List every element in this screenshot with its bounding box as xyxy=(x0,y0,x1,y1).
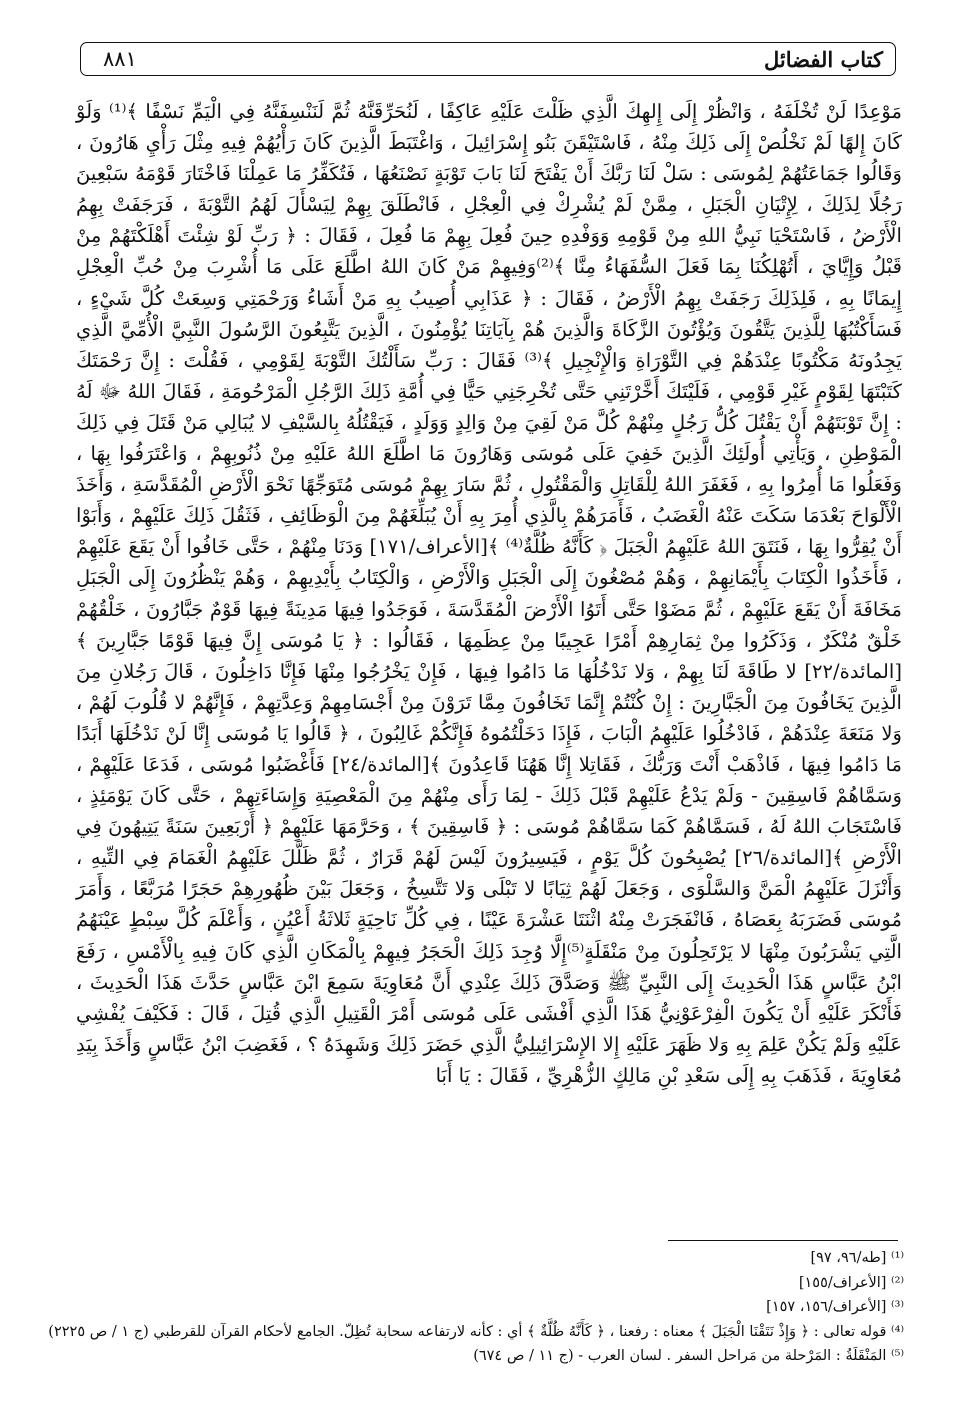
footnote-divider xyxy=(668,1240,898,1241)
main-text xyxy=(76,96,902,1216)
footnotes xyxy=(48,1246,904,1369)
page-number: ٨٨١ xyxy=(103,47,137,71)
footnote-1: ⁽¹⁾ [طه/٩٦، ٩٧] xyxy=(810,1250,904,1266)
footnote-5: ⁽⁵⁾ المَنْقَلَةُ : المَرْحلة من مَراحل السفر . لسان العرب - (ج ١١ / ص ٦٧٤) xyxy=(473,1348,904,1364)
footnote-2: ⁽²⁾ [الأعراف/١٥٥] xyxy=(798,1274,904,1291)
footnote-4: ⁽⁴⁾ قوله تعالى : ﴿ وَإِذْ نَتَقْنَا الْجَبَلَ ﴾ معناه : رفعنا ، ﴿ كَأَنَّهُ ظُلَّةٌ ﴾ أي : كأنه لارتفاعه سحابة تُظِلّ. الجامع لأحكام القرآن للقرطبي (ج ١ / ص ٢٢٢٥) xyxy=(48,1323,904,1340)
chapter-title: كتاب الفضائل xyxy=(763,46,883,72)
footnote-3: ⁽³⁾ [الأعراف/١٥٦، ١٥٧] xyxy=(766,1299,904,1315)
page-header xyxy=(80,42,896,76)
main-paragraph: مَوْعِدًا لَنْ تُخْلَفَهُ ، وَانْظُرْ إِلَى إِلهِكَ الَّذِي ظَلْتَ عَلَيْهِ عَاكِفًا ، لَنُحَرِّقَنَّهُ ثُمَّ لَنَنْسِفَنَّهُ فِي الْيَمِّ نَسْفًا ﴾⁽¹⁾ وَلَوْ كَانَ إِلهًا لَمْ نَخْلُصْ إِلَى ذَلِكَ مِنْهُ ، فَاسْتَيْقَنَ بَنُو إِسْرَائِيلَ ، وَاغْتَبَطَ الَّذِينَ كَانَ رَأْيُهُمْ فِيهِ مِثْلَ رَأْيِ هَارُونَ ، وَقَالُوا جَمَاعَتُهُمْ لِمُوسَى : سَلْ لَنَا رَبَّكَ أَنْ يَفْتَحَ لَنَا بَابَ تَوْبَةٍ نَصْنَعُهَا ، فَتُكَفِّرُ مَا عَمِلْنَا فَاخْتَارَ قَوْمَهُ سَبْعِينَ رَجُلًا لِذَلِكَ ، لِإِتْيَانِ الْجَبَلِ ، مِمَّنْ لَمْ يُشْرِكْ فِي الْعِجْلِ ، فَانْطَلَقَ بِهِمْ لِيَسْأَلَ لَهُمُ التَّوْبَةَ ، فَرَجَفَتْ بِهِمُ الْأَرْضُ ، فَاسْتَحْيَا نَبِيُّ اللهِ مِنْ قَوْمِهِ وَوَفْدِهِ حِينَ فُعِلَ بِهِمْ مَا فُعِلَ ، فَقَالَ : ﴿ رَبِّ لَوْ شِئْتَ أَهْلَكْتَهُمْ مِنْ قَبْلُ وَإِيَّايَ ، أَتُهْلِكُنَا بِمَا فَعَلَ السُّفَهَاءُ مِنَّا ﴾⁽²⁾وَفِيهِمْ مَنْ كَانَ اللهُ اطَّلَعَ عَلَى مَا أُشْرِبَ مِنْ حُبِّ الْعِجْلِ إِيمَانًا بِهِ ، فَلِذَلِكَ رَجَفَتْ بِهِمُ الْأَرْضُ ، فَقَالَ : ﴿ عَذَابِي أُصِيبُ بِهِ مَنْ أَشَاءُ وَرَحْمَتِي وَسِعَتْ كُلَّ شَيْءٍ ، فَسَأَكْتُبُهَا لِلَّذِينَ يَتَّقُونَ وَيُؤْتُونَ الزَّكَاةَ وَالَّذِينَ هُمْ بِآيَاتِنَا يُؤْمِنُونَ ، الَّذِينَ يَتَّبِعُونَ الرَّسُولَ النَّبِيَّ الْأُمِّيَّ الَّذِي يَجِدُونَهُ مَكْتُوبًا عِنْدَهُمْ فِي التَّوْرَاةِ وَالْإِنْجِيلِ ﴾⁽³⁾ فَقَالَ : رَبِّ سَأَلْتُكَ التَّوْبَةَ لِقَوْمِي ، فَقُلْتَ : إِنَّ رَحْمَتَكَ كَتَبْتَهَا لِقَوْمٍ غَيْرِ قَوْمِي ، فَلَيْتَكَ أَخَّرْتَنِي حَتَّى تُخْرِجَنِي حَيًّا فِي أُمَّةِ ذَلِكَ الرَّجُلِ الْمَرْحُومَةِ ، فَقَالَ اللهُ ﷻ لَهُ : إِنَّ تَوْبَتَهُمْ أَنْ يَقْتُلَ كُلُّ رَجُلٍ مِنْهُمْ كُلَّ مَنْ لَقِيَ مِنْ وَالِدٍ وَوَلَدٍ ، فَيَقْتُلُهُ بِالسَّيْفِ لا يُبَالِي مَنْ قَتَلَ فِي ذَلِكَ الْمَوْطِنِ ، وَيَأْتِي أُولَئِكَ الَّذِينَ خَفِيَ عَلَى مُوسَى وَهَارُونَ مَا اطَّلَعَ اللهُ عَلَيْهِ مِنْ ذُنُوبِهِمْ ، وَاعْتَرَفُوا بِهَا ، وَفَعَلُوا مَا أُمِرُوا بِهِ ، فَغَفَرَ اللهُ لِلْقَاتِلِ وَالْمَقْتُولِ ، ثُمَّ سَارَ بِهِمْ مُوسَى مُتَوَجِّهًا نَحْوَ الْأَرْضِ الْمُقَدَّسَةِ ، وَأَخَذَ الْأَلْوَاحَ بَعْدَمَا سَكَتَ عَنْهُ الْغَضَبُ ، فَأَمَرَهُمْ بِالَّذِي أُمِرَ بِهِ أَنْ يُبَلِّغَهُمْ مِنَ الْوَظَائِفِ ، فَثَقُلَ ذَلِكَ عَلَيْهِمْ ، وَأَبَوْا أَنْ يُقِرُّوا بِهَا ، فَنَتَقَ اللهُ عَلَيْهِمُ الْجَبَلَ ﴿ كَأَنَّهُ ظُلَّةٌ⁽⁴⁾ ﴾[الأعراف/١٧١] وَدَنَا مِنْهُمْ ، حَتَّى خَافُوا أَنْ يَقَعَ عَلَيْهِمْ ، فَأَخَذُوا الْكِتَابَ بِأَيْمَانِهِمْ ، وَهُمْ مُصْغُونَ إِلَى الْجَبَلِ وَالْأَرْضِ ، وَالْكِتَابُ بِأَيْدِيهِمْ ، وَهُمْ يَنْظُرُونَ إِلَى الْجَبَلِ مَخَافَةَ أَنْ يَقَعَ عَلَيْهِمْ ، ثُمَّ مَضَوْا حَتَّى أَتَوُا الْأَرْضَ الْمُقَدَّسَةَ ، فَوَجَدُوا فِيهَا مَدِينَةً فِيهَا قَوْمٌ جَبَّارُونَ ، خَلْقُهُمْ خَلْقٌ مُنْكَرٌ ، وَذَكَرُوا مِنْ ثِمَارِهِمْ أَمْرًا عَجِيبًا مِنْ عِظَمِهَا ، فَقَالُوا : ﴿ يَا مُوسَى إِنَّ فِيهَا قَوْمًا جَبَّارِينَ ﴾[المائدة/٢٢] لا طَاقَةَ لَنَا بِهِمْ ، وَلا نَدْخُلُهَا مَا دَامُوا فِيهَا ، فَإِنْ يَخْرُجُوا مِنْهَا فَإِنَّا دَاخِلُونَ ، قَالَ رَجُلانِ مِنَ الَّذِينَ يَخَافُونَ مِنَ الْجَبَّارِينَ : إِنْ كُنْتُمْ إِنَّمَا تَخَافُونَ مِمَّا تَرَوْنَ مِنْ أَجْسَامِهِمْ وَعِدَّتِهِمْ ، فَإِنَّهُمْ لا قُلُوبَ لَهُمْ ، وَلا مَنَعَةَ عِنْدَهُمْ ، فَادْخُلُوا عَلَيْهِمُ الْبَابَ ، فَإِذَا دَخَلْتُمُوهُ فَإِنَّكُمْ غَالِبُونَ ، ﴿ قَالُوا يَا مُوسَى إِنَّا لَنْ نَدْخُلَهَا أَبَدًا مَا دَامُوا فِيهَا ، فَاذْهَبْ أَنْتَ وَرَبُّكَ ، فَقَاتِلا إِنَّا هَهُنَا قَاعِدُونَ ﴾[المائدة/٢٤] فَأَغْضَبُوا مُوسَى ، فَدَعَا عَلَيْهِمْ ، وَسَمَّاهُمْ فَاسِقِينَ - وَلَمْ يَدْعُ عَلَيْهِمْ قَبْلَ ذَلِكَ - لِمَا رَأَى مِنْهُمْ مِنَ الْمَعْصِيَةِ وَإِسَاءَتِهِمْ ، حَتَّى كَانَ يَوْمَئِذٍ ، فَاسْتَجَابَ اللهُ لَهُ ، فَسَمَّاهُمْ كَمَا سَمَّاهُمْ مُوسَى : ﴿ فَاسِقِينَ ﴾ ، وَحَرَّمَهَا عَلَيْهِمْ ﴿ أَرْبَعِينَ سَنَةً يَتِيهُونَ فِي الْأَرْضِ ﴾[المائدة/٢٦] يُصْبِحُونَ كُلَّ يَوْمٍ ، فَيَسِيرُونَ لَيْسَ لَهُمْ قَرَارٌ ، ثُمَّ ظَلَّلَ عَلَيْهِمُ الْغَمَامَ فِي التِّيهِ ، وَأَنْزَلَ عَلَيْهِمُ الْمَنَّ وَالسَّلْوَى ، وَجَعَلَ لَهُمْ ثِيَابًا لا تَبْلَى وَلا تَتَّسِخُ ، وَجَعَلَ بَيْنَ ظُهُورِهِمْ حَجَرًا مُرَبَّعًا ، وَأَمَرَ مُوسَى فَضَرَبَهُ بِعَصَاهُ ، فَانْفَجَرَتْ مِنْهُ اثْنَتَا عَشْرَةَ عَيْنًا ، فِي كُلِّ نَاحِيَةٍ ثَلاثَةُ أَعْيُنٍ ، وَأَعْلَمَ كُلَّ سِبْطٍ عَيْنَهُمُ الَّتِي يَشْرَبُونَ مِنْهَا لا يَرْتَحِلُونَ مِنْ مَنْقَلَةٍ⁽⁵⁾إِلَّا وُجِدَ ذَلِكَ الْحَجَرُ فِيهِمْ بِالْمَكَانِ الَّذِي كَانَ فِيهِ بِالْأَمْسِ ، رَفَعَ ابْنُ عَبَّاسٍ هَذَا الْحَدِيثَ إِلَى النَّبِيِّ ﷺ وَصَدَّقَ ذَلِكَ عِنْدِي أَنَّ مُعَاوِيَةَ سَمِعَ ابْنَ عَبَّاسٍ حَدَّثَ هَذَا الْحَدِيثَ ، فَأَنْكَرَ عَلَيْهِ أَنْ يَكُونَ الْفِرْعَوْنِيُّ هَذَا الَّذِي أَفْشَى عَلَى مُوسَى أَمْرَ الْقَتِيلِ الَّذِي قُتِلَ ، قَالَ : فَكَيْفَ يُفْشِي عَلَيْهِ وَلَمْ يَكُنْ عَلِمَ بِهِ وَلا ظَهَرَ عَلَيْهِ إِلا الإِسْرَائِيلِيُّ الَّذِي حَضَرَ ذَلِكَ وَشَهِدَهُ ؟ ، فَغَضِبَ ابْنُ عَبَّاسٍ وَأَخَذَ بِيَدِ مُعَاوِيَةَ ، فَذَهَبَ بِهِ إِلَى سَعْدِ بْنِ مَالِكٍ الزُّهْرِيِّ ، فَقَالَ : يَا أَبَا xyxy=(76,100,902,1087)
